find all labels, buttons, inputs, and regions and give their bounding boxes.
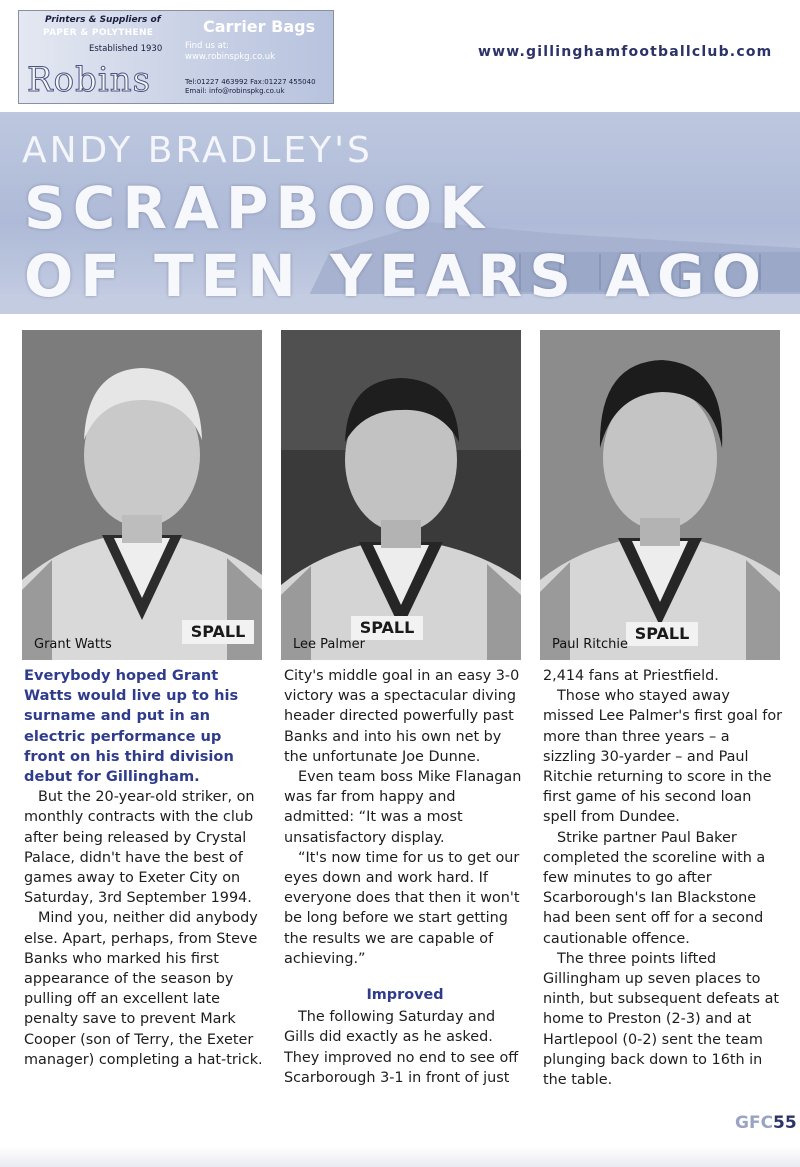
advert-email: Email: info@robinspkg.co.uk xyxy=(185,87,285,95)
photo-caption: Paul Ritchie xyxy=(552,637,628,652)
shirt-sponsor: SPALL xyxy=(359,618,415,637)
page-edge xyxy=(0,1147,800,1167)
photo-caption: Lee Palmer xyxy=(293,637,365,652)
shirt-sponsor: SPALL xyxy=(190,622,246,641)
player-photo xyxy=(540,330,780,660)
title-banner xyxy=(0,112,800,314)
article-paragraph: City's middle goal in an easy 3-0 victory was a spectacular diving header directed powerfully past Banks and into his own net by the unfortunate Joe Dunne. xyxy=(284,668,520,765)
title-line-2: OF TEN YEARS AGO xyxy=(24,242,768,310)
article-paragraph: Even team boss Mike Flanagan was far from happy and admitted: “It was a most unsatisfactory display. xyxy=(284,769,522,846)
article-subheading: Improved xyxy=(366,987,444,1004)
title-line-1: SCRAPBOOK xyxy=(24,174,492,242)
player-portrait xyxy=(22,330,262,660)
article-column-2 xyxy=(284,666,526,1088)
article-paragraph: Those who stayed away missed Lee Palmer's first goal for more than three years – a sizzling 30-yarder – and Paul Ritchie returning to score in the first game of his second loan spell from Dundee. xyxy=(543,688,783,826)
advert-web-block xyxy=(185,41,275,63)
advert-find-us: Find us at: xyxy=(185,41,230,51)
page-number xyxy=(735,1113,797,1133)
page-digits: 55 xyxy=(773,1113,797,1133)
article-lead: Everybody hoped Grant Watts would live up to his surname and put in an electric performance up front on his third division debut for Gillingham. xyxy=(24,667,239,786)
advert-headline: Carrier Bags xyxy=(203,17,316,36)
player-photo xyxy=(22,330,262,660)
title-kicker: ANDY BRADLEY'S xyxy=(22,130,373,171)
robins-advert xyxy=(18,10,334,104)
player-portrait xyxy=(540,330,780,660)
player-photo xyxy=(281,330,521,660)
advert-phone: Tel:01227 463992 Fax:01227 455040 xyxy=(185,78,316,86)
photo-caption: Grant Watts xyxy=(34,637,112,652)
article-paragraph: 2,414 fans at Priestfield. xyxy=(543,668,719,684)
article-column-1 xyxy=(24,666,266,1070)
shirt-sponsor: SPALL xyxy=(634,624,690,643)
article-paragraph: “It's now time for us to get our eyes down and work hard. If everyone does that then it won't be long before we start getting the results we are capable of achieving.” xyxy=(284,849,520,967)
article-column-3 xyxy=(543,666,785,1090)
advert-contact xyxy=(185,78,316,96)
article-paragraph: Mind you, neither did anybody else. Apart, perhaps, from Steve Banks who marked his first appearance of the season by pulling off an excellent late penalty save to prevent Mark Cooper (son of Terry, the Exeter manager) completing a hat-trick. xyxy=(24,910,263,1068)
advert-tagline: Printers & Suppliers of xyxy=(45,15,161,25)
page-prefix: GFC xyxy=(735,1113,774,1133)
advert-tagline-2: PAPER & POLYTHENE xyxy=(43,28,154,38)
player-portrait xyxy=(281,330,521,660)
advert-established: Established 1930 xyxy=(89,44,163,54)
advert-web: www.robinspkg.co.uk xyxy=(185,52,276,62)
robins-logo: Robins xyxy=(27,60,152,100)
article-paragraph: The three points lifted Gillingham up seven places to ninth, but subsequent defeats at home to Preston (2-3) and at Hartlepool (0-2) sent the team plunging back down to 16th in the table. xyxy=(543,950,780,1089)
article-paragraph: But the 20-year-old striker, on monthly contracts with the club after being released by Crystal Palace, didn't have the best of games away to Exeter City on Saturday, 3rd September 1994. xyxy=(24,789,255,907)
article-paragraph: Strike partner Paul Baker completed the scoreline with a few minutes to go after Scarborough's Ian Blackstone had been sent off for a second cautionable offence. xyxy=(543,829,766,947)
site-url: www.gillinghamfootballclub.com xyxy=(478,44,773,60)
article-paragraph: The following Saturday and Gills did exactly as he asked. They improved no end to see off Scarborough 3-1 in front of just xyxy=(284,1009,519,1086)
